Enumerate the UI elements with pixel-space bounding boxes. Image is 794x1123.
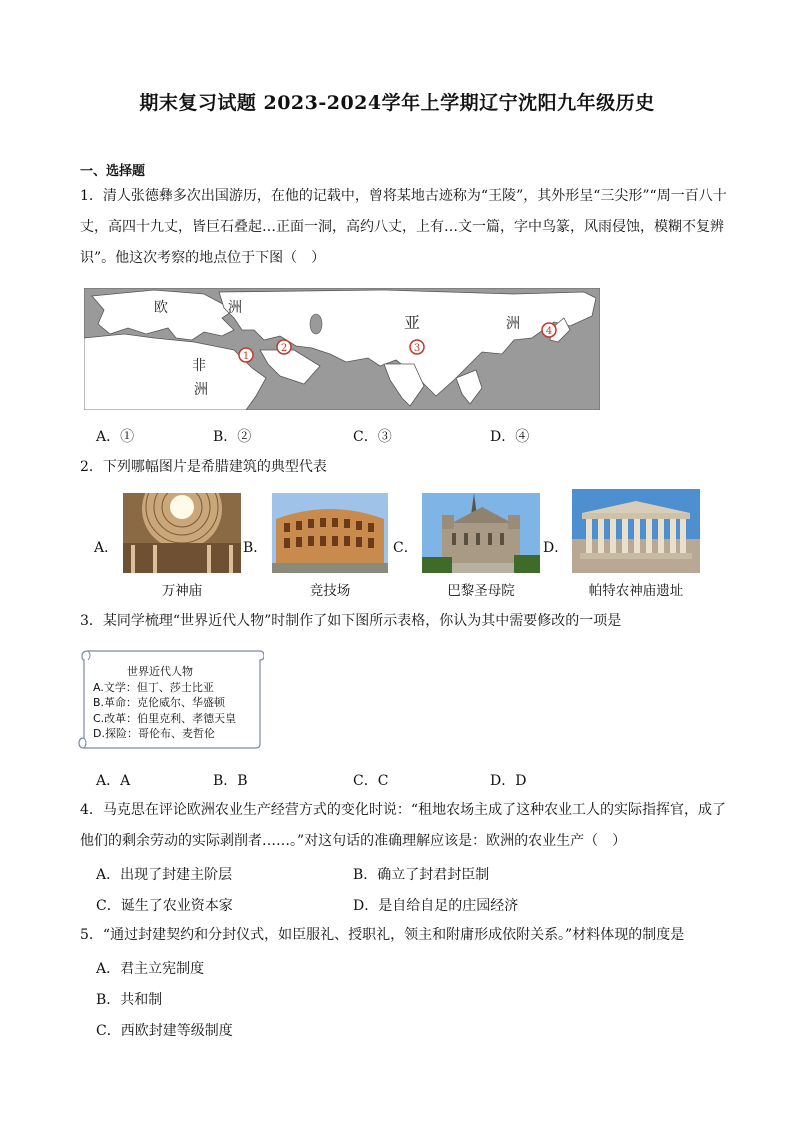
map-label-europe-1: 欧 xyxy=(154,300,168,316)
map-marker-2 xyxy=(277,340,291,354)
caption-notre-dame: 巴黎圣母院 xyxy=(447,583,515,599)
q2-option-c[interactable]: C． xyxy=(393,540,418,556)
q5-stem: 5．“通过封建契约和分封仪式，如臣服礼、授职礼，领主和附庸形成依附关系。”材料体现的制度是 xyxy=(80,927,685,943)
q3-option-d[interactable]: D．D xyxy=(490,773,527,789)
q1-option-b[interactable]: B．② xyxy=(213,429,252,445)
q1-option-c[interactable]: C．③ xyxy=(353,429,392,445)
scroll-item-a: A.文学：但丁、莎士比亚 xyxy=(93,680,214,694)
parthenon-photo xyxy=(572,489,700,573)
scroll-item-d: D.探险：哥伦布、麦哲伦 xyxy=(93,727,215,740)
q3-option-c[interactable]: C．C xyxy=(353,773,389,789)
scroll-title: 世界近代人物 xyxy=(127,665,193,678)
page-title: 期末复习试题 2023-2024学年上学期辽宁沈阳九年级历史 xyxy=(139,92,655,114)
q2-option-a[interactable]: A． xyxy=(94,540,119,556)
q3-option-b[interactable]: B．B xyxy=(213,773,248,789)
q4-line-2: 他们的剩余劳动的实际剥削者……。”对这句话的准确理解应该是：欧洲的农业生产（ ） xyxy=(80,833,627,849)
world-map-image xyxy=(84,288,600,410)
caption-parthenon: 帕特农神庙遗址 xyxy=(588,583,684,599)
q5-option-b[interactable]: B．共和制 xyxy=(96,992,163,1008)
q1-line-2: 丈，高四十九丈，皆巨石叠起…正面一洞，高约八丈，上有…文一篇，字中鸟篆，风雨侵蚀，模糊不复辨 xyxy=(80,219,724,235)
pantheon-photo xyxy=(123,493,241,573)
q3-stem: 3．某同学梳理“世界近代人物”时制作了如下图所示表格，你认为其中需要修改的一项是 xyxy=(80,613,622,629)
q1-option-d[interactable]: D．④ xyxy=(490,429,530,445)
map-marker-4 xyxy=(542,323,556,337)
q1-line-1: 1．清人张德彝多次出国游历，在他的记载中，曾将某地古迹称为“王陵”，其外形呈“三尖形”“周一百八十 xyxy=(80,188,727,204)
q4-option-d[interactable]: D．是自给自足的庄园经济 xyxy=(353,898,519,914)
notre-dame-photo xyxy=(422,493,540,573)
colosseum-photo xyxy=(272,493,388,573)
q4-option-a[interactable]: A．出现了封建主阶层 xyxy=(96,867,233,883)
q4-option-b[interactable]: B．确立了封君封臣制 xyxy=(353,867,490,883)
svg-text:1: 1 xyxy=(242,351,250,362)
svg-text:4: 4 xyxy=(545,326,553,337)
scroll-content xyxy=(93,664,236,742)
svg-text:2: 2 xyxy=(280,343,288,354)
q2-option-d[interactable]: D． xyxy=(543,540,569,556)
map-marker-3 xyxy=(410,340,424,354)
q1-option-a[interactable]: A．① xyxy=(96,429,135,445)
scroll-item-c: C.改革：伯里克利、孝德天皇 xyxy=(93,711,237,725)
q4-line-1: 4．马克思在评论欧洲农业生产经营方式的变化时说：“租地农场主成了这种农业工人的实际指挥官，成了 xyxy=(80,802,727,818)
scroll-item-b: B.革命：克伦威尔、华盛顿 xyxy=(93,696,226,709)
svg-text:3: 3 xyxy=(413,343,421,354)
q3-option-a[interactable]: A．A xyxy=(96,773,131,789)
q5-option-c[interactable]: C．西欧封建等级制度 xyxy=(96,1023,233,1039)
section-heading: 一、选择题 xyxy=(80,164,146,179)
map-label-asia-2: 洲 xyxy=(506,316,520,332)
map-label-europe-2: 洲 xyxy=(228,300,242,316)
q2-option-b[interactable]: B． xyxy=(243,540,268,556)
map-label-africa-1: 非 xyxy=(192,358,206,374)
map-label-asia-1: 亚 xyxy=(404,313,421,332)
q2-stem: 2．下列哪幅图片是希腊建筑的典型代表 xyxy=(80,459,327,475)
q1-line-3: 识”。他这次考察的地点位于下图（ ） xyxy=(80,250,326,266)
map-label-africa-2: 洲 xyxy=(194,382,208,398)
q4-option-c[interactable]: C．诞生了农业资本家 xyxy=(96,898,233,914)
caption-colosseum: 竞技场 xyxy=(309,583,351,599)
caption-pantheon: 万神庙 xyxy=(161,583,203,599)
map-marker-1 xyxy=(239,348,253,362)
q5-option-a[interactable]: A．君主立宪制度 xyxy=(96,961,205,977)
